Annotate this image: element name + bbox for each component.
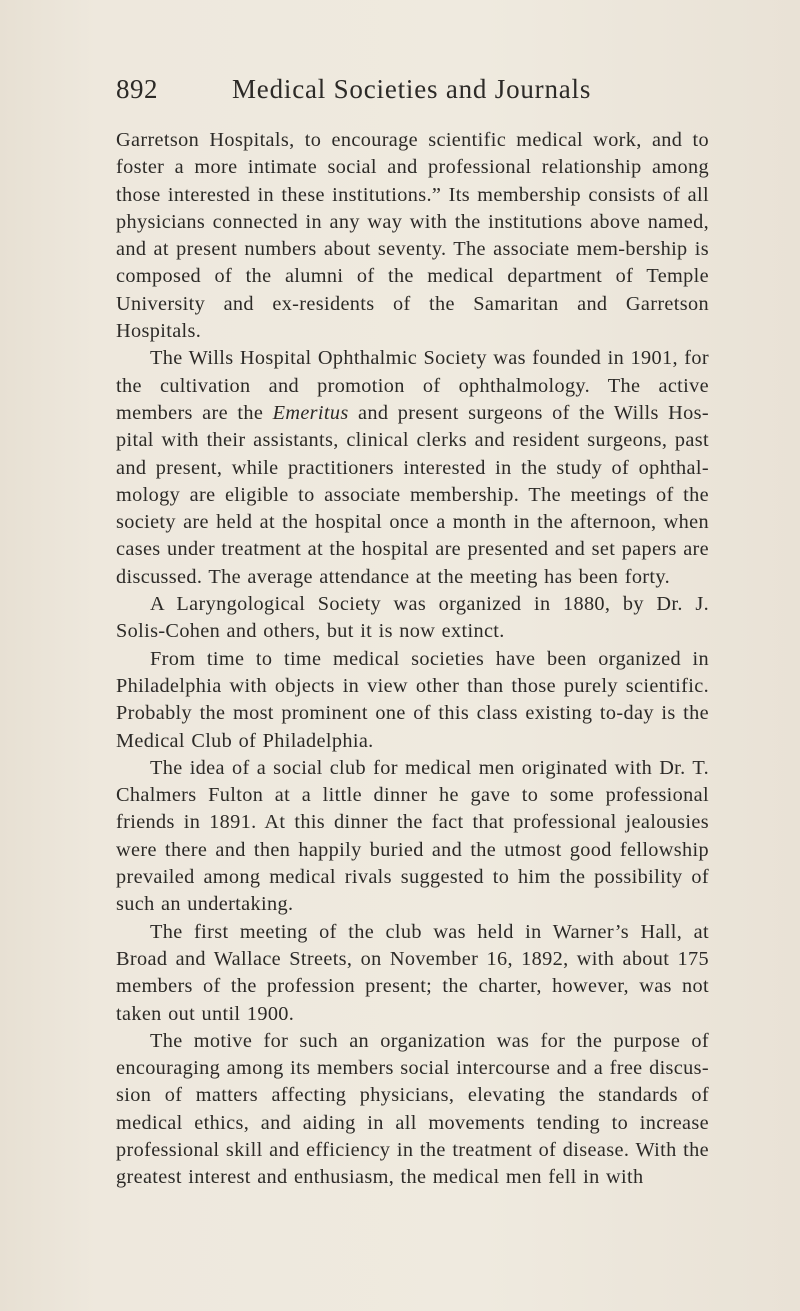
paragraph-wills-ophthalmic-society (116, 345, 709, 591)
paragraph-wills-text-after: and present surgeons of the Wills Hos-pital with their assistants, clinical clerks and resident surgeons, past and present, while practitioners interested in the study of ophthal-mology are eligible to associate membership. The meetings of the society are held at the hospital once a month in the afternoon, when cases under treatment at the hospital are presented and set papers are discussed. The average attendance at the meeting has been forty. (116, 401, 710, 588)
page-number: 892 (116, 74, 158, 104)
paragraph-samaritan-society-continued: Garretson Hospitals, to encourage scientific medical work, and to foster a more intimate social and professional relationship among those interested in these institutions.” Its membership consists of all physicians connected in any way with the institutions above named, and at present numbers about seventy. The associate mem-bership is composed of the alumni of the medical department of Temple University and ex-residents of the Samaritan and Garretson Hospitals. (116, 129, 709, 343)
paragraph-laryngological-society: A Laryngological Society was organized in 1880, by Dr. J. Solis-Cohen and others, but it is now extinct. (116, 593, 709, 643)
emeritus-italic: Emeritus (272, 401, 349, 424)
paragraph-social-societies: From time to time medical societies have been organized in Philadelphia with objects in view other than those purely scientific. Probably the most prominent one of this class existing to-day is the Medical Club of Philadelphia. (116, 647, 709, 752)
body-text (116, 127, 709, 1192)
paragraph-wills-text-before: The Wills Hospital Ophthalmic Society was founded in 1901, for the cultivation and promotion of ophthalmology. The active members are the (116, 347, 709, 424)
paragraph-club-motive: The motive for such an organization was for the purpose of encouraging among its members social intercourse and a free discus-sion of matters affecting physicians, elevating the standards of medical ethics, and aiding in all movements tending to increase professional skill and efficiency in the treatment of disease. With the greatest interest and enthusiasm, the medical men fell in with (116, 1029, 709, 1189)
running-title: Medical Societies and Journals (232, 74, 592, 104)
paragraph-medical-club-origin: The idea of a social club for medical men originated with Dr. T. Chalmers Fulton at a little dinner he gave to some professional friends in 1891. At this dinner the fact that professional jealousies were there and then happily buried and the utmost good fellowship prevailed among medical rivals suggested to him the possibility of such an undertaking. (116, 756, 709, 916)
paragraph-first-meeting: The first meeting of the club was held in Warner’s Hall, at Broad and Wallace Streets, on November 16, 1892, with about 175 members of the profession present; the charter, however, was not taken out until 1900. (116, 920, 709, 1025)
running-head (0, 74, 800, 114)
